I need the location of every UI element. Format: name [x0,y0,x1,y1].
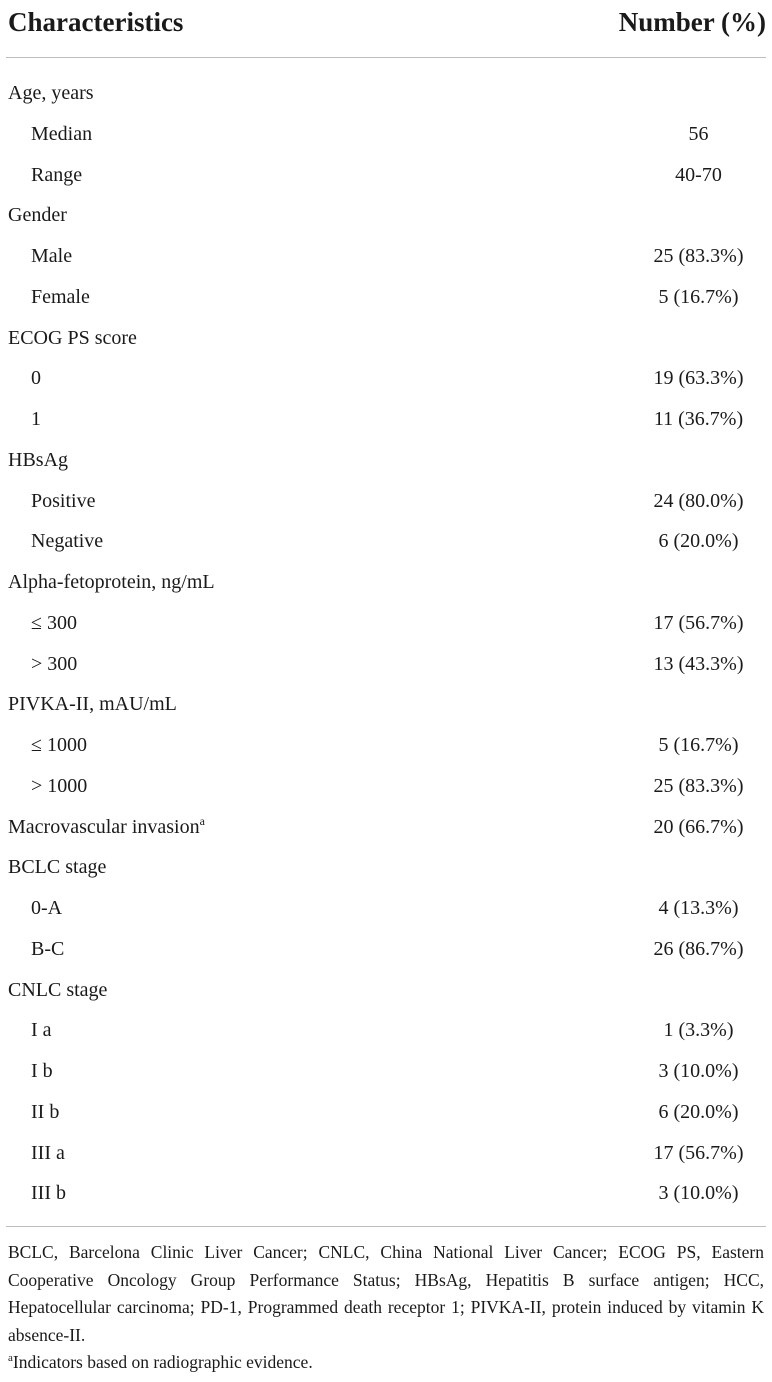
row-label: III b [31,1182,66,1205]
row-label: Positive [31,489,96,512]
header-characteristics: Characteristics [8,7,184,37]
table-row [0,562,772,603]
table-body [0,73,772,1214]
table-row [0,1133,772,1174]
table-footnote [8,1239,764,1377]
row-label: Alpha-fetoprotein, ng/mL [8,571,215,593]
table-row [0,725,772,766]
row-label: III a [31,1141,65,1164]
row-value: 4 (13.3%) [658,897,739,919]
indicator-note [8,1349,764,1377]
row-label: ≤ 300 [31,611,77,634]
table-row [0,929,772,970]
row-label: ≤ 1000 [31,734,87,756]
row-label: B-C [31,937,65,960]
row-label: BCLC stage [8,856,107,879]
row-label: Female [31,285,90,308]
row-label: Negative [31,530,104,553]
row-value: 19 (63.3%) [653,367,744,390]
row-value: 5 (16.7%) [658,285,739,308]
table-row [0,155,772,196]
table-row [0,195,772,236]
row-label: I a [31,1019,52,1042]
header-divider [6,57,766,58]
table-row [0,481,772,522]
table-row [0,684,772,725]
row-label: > 300 [31,652,78,675]
row-value: 17 (56.7%) [653,611,744,634]
indicator-note-text: Indicators based on radiographic evidence. [12,1352,313,1372]
table-header [0,0,772,57]
footnote-marker: a [8,1352,13,1364]
row-label: Male [31,245,73,267]
row-value: 3 (10.0%) [658,1182,739,1205]
row-label: Age, years [8,82,94,104]
row-value: 3 (10.0%) [658,1060,739,1082]
row-label-text: Macrovascular invasion [8,815,200,838]
row-value: 26 (86.7%) [653,937,744,960]
row-label-with-footnote [8,807,205,847]
footnote-marker: a [199,813,205,828]
row-value: 40-70 [675,163,722,186]
abbreviations-note: BCLC, Barcelona Clinic Liver Cancer; CNLC, China National Liver Cancer; ECOG PS, Eastern Cooperative Oncology Group Performance Status; HBsAg, Hepatitis B surface antigen; HCC, Hepatocellular carcinoma; PD-1, Programmed death receptor 1; PIVKA-II, protein induced by vitamin K absence-II. [8,1242,764,1345]
row-value: 11 (36.7%) [653,408,744,430]
row-value: 24 (80.0%) [653,489,744,512]
row-label: 1 [31,408,41,430]
table-row [0,399,772,440]
row-label: PIVKA-II, mAU/mL [8,693,177,716]
table-row [0,888,772,929]
table-row [0,440,772,481]
row-value: 25 (83.3%) [653,774,744,797]
table-row [0,766,772,807]
table-row [0,603,772,644]
row-value: 6 (20.0%) [658,1100,739,1123]
row-label: I b [31,1060,53,1082]
table-row [0,73,772,114]
row-label: HBsAg [8,448,69,471]
row-value: 6 (20.0%) [658,530,739,553]
row-label: II b [31,1100,60,1123]
table-row [0,1092,772,1133]
table-row [0,521,772,562]
table-row [0,1051,772,1092]
row-label: Gender [8,204,67,227]
row-label: ECOG PS score [8,326,137,349]
row-value: 20 (66.7%) [653,815,744,838]
row-value: 56 [688,122,709,145]
row-label: > 1000 [31,774,88,797]
table-row [0,277,772,318]
table-row [0,1010,772,1051]
row-label: Range [31,163,83,186]
table-row [0,318,772,359]
table-row [0,1173,772,1214]
table-row [0,114,772,155]
table-row [0,358,772,399]
table-row [0,236,772,277]
table-row [0,847,772,888]
row-label: 0-A [31,897,63,919]
header-number-percent: Number (%) [618,7,766,37]
row-label: CNLC stage [8,978,108,1001]
row-value: 17 (56.7%) [653,1141,744,1164]
footer-divider [6,1226,766,1227]
row-value: 25 (83.3%) [653,245,744,267]
row-value: 5 (16.7%) [658,734,739,756]
row-value: 13 (43.3%) [653,652,744,675]
row-value: 1 (3.3%) [663,1019,734,1042]
table-row [0,644,772,685]
table-row [0,970,772,1011]
table-row [0,807,772,848]
row-label: 0 [31,367,41,390]
row-label: Median [31,122,93,145]
